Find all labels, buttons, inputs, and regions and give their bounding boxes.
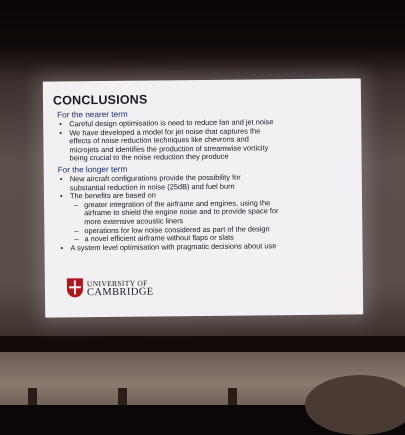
list-item: substantial reduction in noise (25dB) and fuel burn: [69, 181, 235, 192]
list-item: • The benefits are based on: [59, 190, 156, 201]
list-item: – a novel efficient airframe without flaps or slats: [74, 232, 234, 244]
list-item: • Careful design optimisation is need to reduce fan and jet noise: [59, 117, 274, 129]
stage-post: [28, 388, 37, 405]
stage-post: [228, 388, 237, 405]
list-item: – greater integration of the airframe and engines, using the: [74, 198, 271, 210]
longer-term-heading: For the longer term: [57, 164, 128, 175]
list-item: • We have developed a model for jet noise that captures the: [59, 125, 261, 138]
list-item: microjets and identifies the production of streamwise vorticity: [69, 143, 269, 155]
cambridge-crest-icon: [67, 278, 83, 297]
list-item: – operations for low noise considered as part of the design: [74, 223, 270, 235]
logo-line-1: UNIVERSITY OF: [86, 278, 148, 288]
logo-text: [87, 278, 154, 297]
slide-title: CONCLUSIONS: [52, 92, 148, 108]
stage-post: [118, 388, 127, 405]
university-logo: [67, 278, 154, 298]
list-item: • A system level optimisation with pragmatic decisions about use: [60, 240, 277, 253]
list-item: effects of noise reduction techniques like chevrons and: [69, 134, 249, 146]
list-item: more extensive acoustic liners: [84, 216, 184, 227]
slide-content: [53, 90, 355, 309]
near-term-list: [53, 117, 353, 163]
near-term-heading: For the nearer term: [57, 109, 128, 120]
audience-head: [305, 375, 405, 435]
list-item: • New aircraft configurations provide the possibility for: [59, 172, 241, 184]
longer-term-list: [54, 172, 355, 252]
logo-line-2: CAMBRIDGE: [86, 286, 154, 298]
projection-screen: [43, 78, 363, 317]
list-item: being crucial to the noise reduction they produce: [69, 152, 229, 163]
list-item: airframe to shield the engine noise and to provide space for: [84, 206, 279, 218]
